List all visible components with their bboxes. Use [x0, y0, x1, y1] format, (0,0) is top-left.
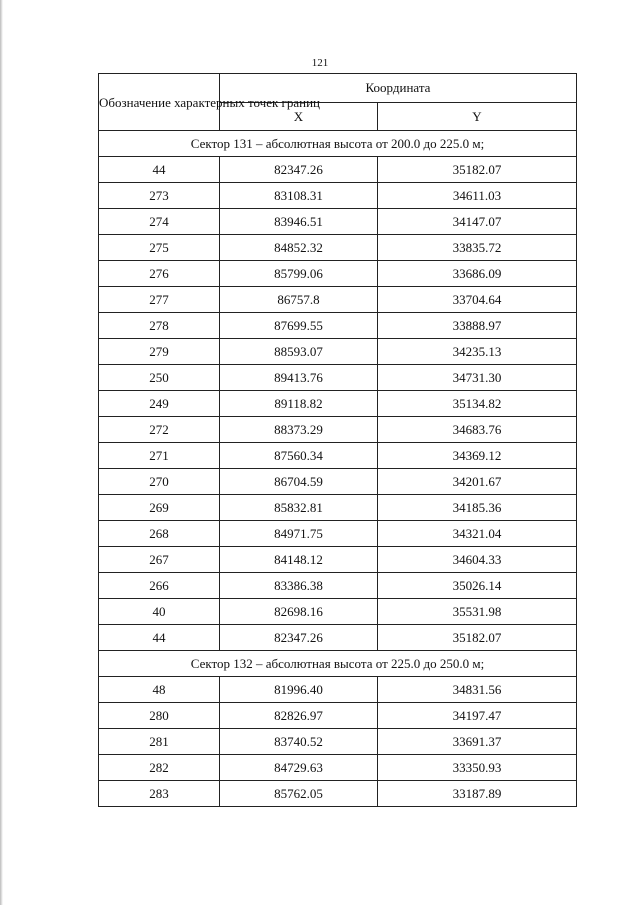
point-cell: 275 — [99, 235, 220, 261]
table-row — [99, 547, 577, 573]
sector-row — [99, 651, 577, 677]
table-row — [99, 495, 577, 521]
point-cell: 267 — [99, 547, 220, 573]
sector-title: Сектор 132 – абсолютная высота от 225.0 до 250.0 м; — [99, 651, 577, 677]
table-row — [99, 261, 577, 287]
x-cell: 85762.05 — [220, 781, 378, 807]
x-cell: 82347.26 — [220, 157, 378, 183]
point-cell: 269 — [99, 495, 220, 521]
y-cell: 35026.14 — [378, 573, 577, 599]
x-cell: 89413.76 — [220, 365, 378, 391]
y-cell: 35182.07 — [378, 625, 577, 651]
table-row — [99, 339, 577, 365]
point-cell: 279 — [99, 339, 220, 365]
coordinate-header: Координата — [220, 74, 577, 103]
table-row — [99, 703, 577, 729]
y-cell: 34683.76 — [378, 417, 577, 443]
table-row — [99, 521, 577, 547]
point-cell: 249 — [99, 391, 220, 417]
x-cell: 87699.55 — [220, 313, 378, 339]
table-row — [99, 183, 577, 209]
table-row — [99, 209, 577, 235]
y-cell: 34235.13 — [378, 339, 577, 365]
x-cell: 85799.06 — [220, 261, 378, 287]
table-body — [99, 131, 577, 807]
y-cell: 34731.30 — [378, 365, 577, 391]
point-cell: 270 — [99, 469, 220, 495]
sector-title: Сектор 131 – абсолютная высота от 200.0 до 225.0 м; — [99, 131, 577, 157]
x-cell: 82826.97 — [220, 703, 378, 729]
y-cell: 33187.89 — [378, 781, 577, 807]
coordinates-table — [98, 73, 577, 807]
x-cell: 89118.82 — [220, 391, 378, 417]
x-cell: 81996.40 — [220, 677, 378, 703]
y-cell: 35134.82 — [378, 391, 577, 417]
point-cell: 282 — [99, 755, 220, 781]
page-number: 121 — [311, 57, 329, 69]
x-cell: 84148.12 — [220, 547, 378, 573]
x-cell: 82347.26 — [220, 625, 378, 651]
point-cell: 281 — [99, 729, 220, 755]
x-cell: 85832.81 — [220, 495, 378, 521]
y-header: Y — [378, 103, 577, 131]
table-row — [99, 573, 577, 599]
x-cell: 87560.34 — [220, 443, 378, 469]
table-row — [99, 599, 577, 625]
y-cell: 34197.47 — [378, 703, 577, 729]
scan-edge-shadow — [0, 0, 3, 905]
x-cell: 82698.16 — [220, 599, 378, 625]
point-cell: 271 — [99, 443, 220, 469]
table-row — [99, 755, 577, 781]
sector-row — [99, 131, 577, 157]
x-cell: 86757.8 — [220, 287, 378, 313]
y-cell: 34185.36 — [378, 495, 577, 521]
table-row — [99, 365, 577, 391]
point-cell: 274 — [99, 209, 220, 235]
y-cell: 34831.56 — [378, 677, 577, 703]
table-row — [99, 157, 577, 183]
x-cell: 88593.07 — [220, 339, 378, 365]
y-cell: 34611.03 — [378, 183, 577, 209]
x-cell: 83386.38 — [220, 573, 378, 599]
y-cell: 33686.09 — [378, 261, 577, 287]
table-row — [99, 625, 577, 651]
point-cell: 44 — [99, 157, 220, 183]
y-cell: 34604.33 — [378, 547, 577, 573]
table-row — [99, 313, 577, 339]
table-row — [99, 469, 577, 495]
point-cell: 276 — [99, 261, 220, 287]
table-row — [99, 677, 577, 703]
table-row — [99, 235, 577, 261]
designation-header: Обозначение характерных точек границ — [99, 74, 220, 131]
x-cell: 83946.51 — [220, 209, 378, 235]
table-row — [99, 417, 577, 443]
y-cell: 33835.72 — [378, 235, 577, 261]
x-cell: 84971.75 — [220, 521, 378, 547]
point-cell: 250 — [99, 365, 220, 391]
point-cell: 272 — [99, 417, 220, 443]
x-cell: 86704.59 — [220, 469, 378, 495]
point-cell: 278 — [99, 313, 220, 339]
point-cell: 283 — [99, 781, 220, 807]
y-cell: 35531.98 — [378, 599, 577, 625]
table-row — [99, 781, 577, 807]
point-cell: 280 — [99, 703, 220, 729]
point-cell: 40 — [99, 599, 220, 625]
table-row — [99, 443, 577, 469]
table-row — [99, 287, 577, 313]
y-cell: 33704.64 — [378, 287, 577, 313]
y-cell: 33691.37 — [378, 729, 577, 755]
point-cell: 277 — [99, 287, 220, 313]
x-cell: 84729.63 — [220, 755, 378, 781]
point-cell: 273 — [99, 183, 220, 209]
y-cell: 35182.07 — [378, 157, 577, 183]
x-cell: 88373.29 — [220, 417, 378, 443]
point-cell: 44 — [99, 625, 220, 651]
y-cell: 34369.12 — [378, 443, 577, 469]
y-cell: 33888.97 — [378, 313, 577, 339]
y-cell: 34201.67 — [378, 469, 577, 495]
x-cell: 83108.31 — [220, 183, 378, 209]
table-row — [99, 729, 577, 755]
point-cell: 48 — [99, 677, 220, 703]
x-header: X — [220, 103, 378, 131]
y-cell: 33350.93 — [378, 755, 577, 781]
x-cell: 83740.52 — [220, 729, 378, 755]
y-cell: 34147.07 — [378, 209, 577, 235]
point-cell: 268 — [99, 521, 220, 547]
table-row — [99, 391, 577, 417]
y-cell: 34321.04 — [378, 521, 577, 547]
point-cell: 266 — [99, 573, 220, 599]
x-cell: 84852.32 — [220, 235, 378, 261]
